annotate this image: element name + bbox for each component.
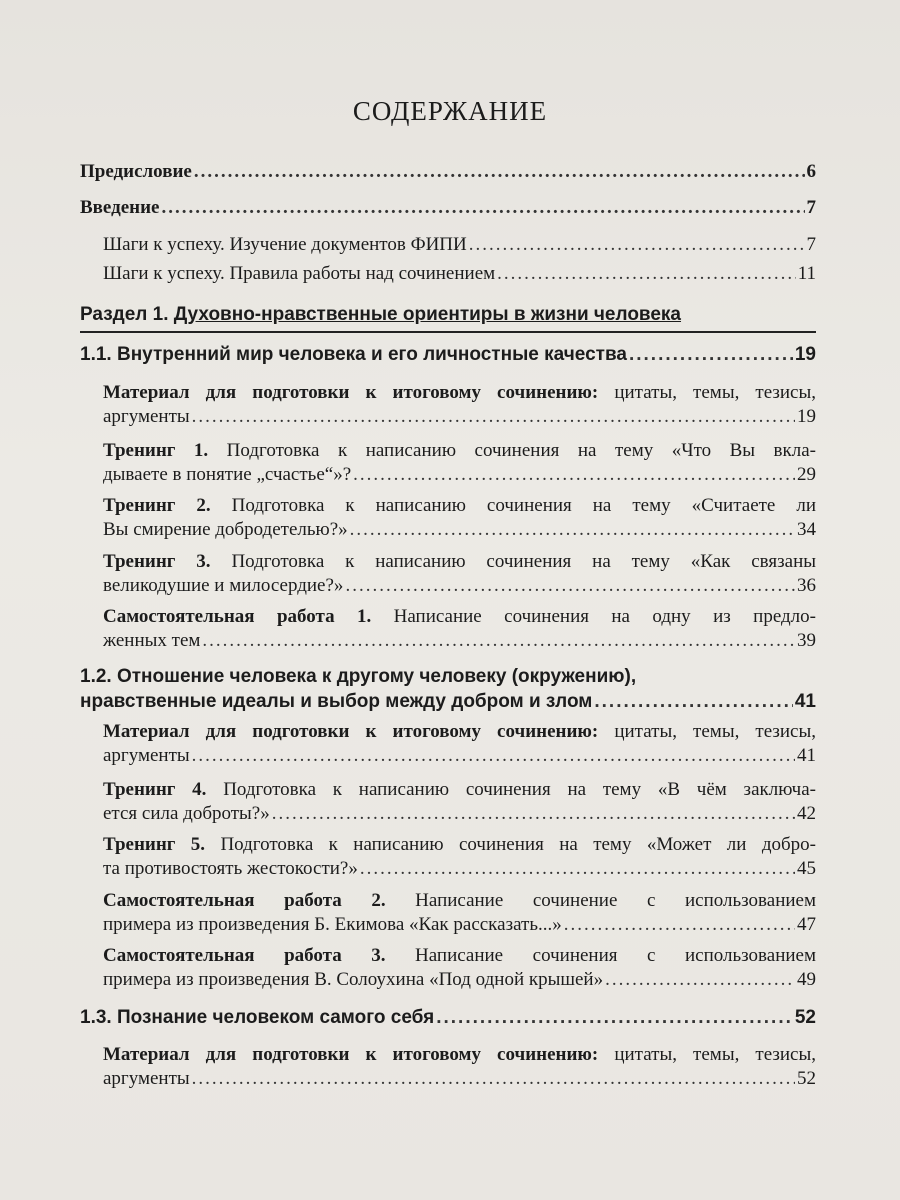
toc-entry-label: Предисловие [80,161,192,182]
toc-page-number: 34 [797,519,816,540]
toc-entry-label: Шаги к успеху. Изучение документов ФИПИ [103,234,467,255]
toc-subsection-1-1[interactable] [80,343,816,367]
leader-dots [353,463,795,487]
toc-entry-label: 1.2. Отношение человека к другому человеку (окружению), [80,666,637,687]
toc-entry-label: женных тем [103,630,201,651]
toc-entry-label: 1.3. Познание человеком самого себя [80,1007,435,1028]
entry-text: цитаты, темы, тезисы, [598,721,816,742]
page-title: СОДЕРЖАНИЕ [352,96,548,126]
entry-text: Написание сочинения на одну из предло- [371,606,816,627]
entry-kind: Тренинг 3. [103,551,211,572]
leader-dots [194,160,805,184]
toc-page-number: 47 [797,914,816,935]
toc-entry-continuation [103,857,816,881]
toc-page-number: 7 [806,234,816,255]
toc-entry-continuation [103,968,816,992]
toc-entry-steps-fipi[interactable] [103,233,816,257]
leader-dots [436,1006,793,1030]
toc-entry-label: дываете в понятие „счастье“»? [103,464,352,485]
entry-text: Подготовка к написанию сочинения на тему «В чём заключа- [206,779,816,800]
toc-entry-text [103,381,816,405]
toc-entry-steps-rules[interactable] [103,262,816,286]
entry-text: Подготовка к написанию сочинения на тему «Что Вы вкла- [208,440,816,461]
leader-dots [594,690,793,714]
toc-entry-preface[interactable] [80,160,816,184]
entry-kind: Самостоятельная работа 3. [103,945,386,966]
toc-entry-text [103,889,816,913]
toc-entry-label: примера из произведения Б. Екимова «Как рассказать...» [103,914,562,935]
toc-entry-text [103,720,816,744]
section-prefix: Раздел 1. [80,304,169,325]
toc-entry-label: нравственные идеалы и выбор между добром и злом [80,691,593,712]
entry-text: Написание сочинения с использованием [385,945,816,966]
toc-entry-continuation [103,1067,816,1091]
toc-page-number: 6 [806,161,816,182]
entry-kind: Тренинг 1. [103,440,209,461]
entry-text: цитаты, темы, тезисы, [598,382,816,403]
toc-entry-continuation [103,913,816,937]
toc-entry-label: примера из произведения В. Солоухина «Под одной крышей» [103,969,604,990]
toc-page-number: 52 [797,1068,816,1089]
toc-entry-continuation [103,802,816,826]
toc-entry-label: аргументы [103,406,190,427]
toc-page-number: 41 [794,691,816,712]
leader-dots [272,802,795,826]
toc-entry-label: 1.1. Внутренний мир человека и его личностные качества [80,344,627,365]
leader-dots [192,744,795,768]
entry-text: цитаты, темы, тезисы, [598,1044,816,1065]
entry-text: Подготовка к написанию сочинения на тему «Считаете ли [210,495,816,516]
leader-dots [192,405,795,429]
toc-entry-label: великодушие и милосердие?» [103,575,344,596]
toc-entry-introduction[interactable] [80,196,816,220]
toc-page-number: 41 [797,745,816,766]
toc-entry-label: Вы смирение добродетелью?» [103,519,348,540]
toc-entry-label: аргументы [103,1068,190,1089]
toc-entry-continuation [103,744,816,768]
toc-entry-text [103,944,816,968]
toc-page-number: 19 [797,406,816,427]
entry-kind: Тренинг 2. [103,495,211,516]
toc-entry-text [103,550,816,574]
entry-kind: Материал для подготовки к итоговому сочинению: [103,1044,599,1065]
toc-entry-label: та противостоять жестокости?» [103,858,358,879]
section-heading[interactable] [80,303,816,333]
entry-kind: Тренинг 4. [103,779,207,800]
toc-page-number: 7 [806,197,816,218]
toc-entry-text [103,439,816,463]
toc-entry-label: Введение [80,197,160,218]
entry-kind: Тренинг 5. [103,834,206,855]
toc-entry-continuation [103,405,816,429]
leader-dots [162,196,805,220]
toc-entry-continuation [103,518,816,542]
toc-entry-text [103,494,816,518]
leader-dots [360,857,795,881]
toc-page-number: 11 [797,263,816,284]
entry-kind: Самостоятельная работа 1. [103,606,372,627]
toc-entry-label: ется сила доброты?» [103,803,270,824]
leader-dots [469,233,805,257]
leader-dots [345,574,795,598]
entry-kind: Материал для подготовки к итоговому сочинению: [103,382,599,403]
toc-page-number: 45 [797,858,816,879]
toc-page-number: 36 [797,575,816,596]
toc-entry-continuation [80,690,816,714]
leader-dots [202,629,795,653]
toc-page-number: 39 [797,630,816,651]
leader-dots [564,913,795,937]
entry-text: Подготовка к написанию сочинения на тему «Может ли добро- [205,834,816,855]
entry-text: Подготовка к написанию сочинения на тему «Как связаны [210,551,817,572]
entry-text: Написание сочинение с использованием [385,890,816,911]
leader-dots [497,262,796,286]
leader-dots [192,1067,795,1091]
toc-entry-continuation [103,629,816,653]
toc-entry-text [103,1043,816,1067]
toc-subsection-1-3[interactable] [80,1006,816,1030]
leader-dots [350,518,795,542]
entry-kind: Самостоятельная работа 2. [103,890,386,911]
toc-page-number: 19 [794,344,816,365]
leader-dots [629,343,793,367]
toc-entry-text [103,778,816,802]
toc-page-number: 52 [794,1007,816,1028]
toc-page-number: 29 [797,464,816,485]
toc-entry-label: аргументы [103,745,190,766]
toc-entry-continuation [103,574,816,598]
toc-entry-text [103,833,816,857]
section-title: Духовно-нравственные ориентиры в жизни человека [173,304,682,325]
toc-entry-continuation [103,463,816,487]
toc-entry-text [103,605,816,629]
toc-entry-label: Шаги к успеху. Правила работы над сочинением [103,263,496,284]
entry-kind: Материал для подготовки к итоговому сочинению: [103,721,599,742]
toc-page-number: 49 [797,969,816,990]
toc-page-number: 42 [797,803,816,824]
leader-dots [605,968,795,992]
